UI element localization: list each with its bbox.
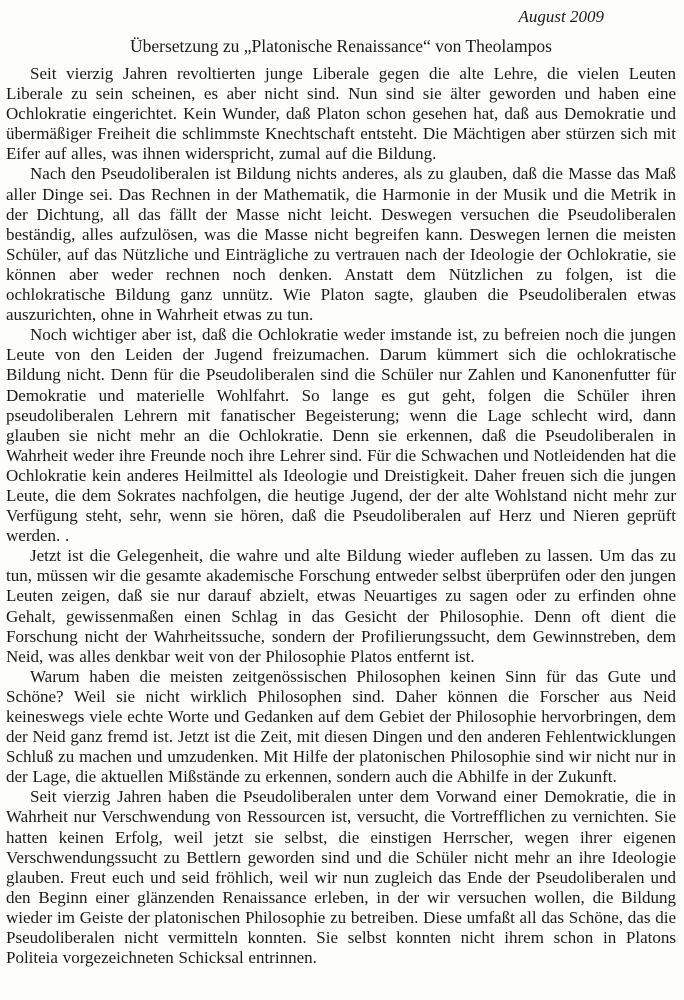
body-paragraph: Warum haben die meisten zeitgenössischen Philosophen keinen Sinn für das Gute und Schöne? Weil sie nicht wirklich Philosophen sind. Daher können die Forscher aus Neid keineswegs viele echte Worte und Gedanken auf dem Gebiet der Philosophie hervorbringen, dem der Neid ganz fremd ist. Jetzt ist die Zeit, mit diesen Dingen und den anderen Fehlentwicklungen Schluß zu machen und umzudenken. Mit Hilfe der platonischen Philosophie sind wir nicht nur in der Lage, die aktuellen Mißstände zu erkennen, sondern auch die Abhilfe in der Zukunft.: [6, 666, 676, 787]
document-date: August 2009: [518, 7, 604, 26]
body-paragraph: Jetzt ist die Gelegenheit, die wahre und alte Bildung wieder aufleben zu lassen. Um das zu tun, müssen wir die gesamte akademische Forschung entweder selbst überprüfen oder den jungen Leuten zeigen, daß sie nur darauf abzielt, etwas Neuartiges zu sagen oder zu erfinden ohne Gehalt, gewissenmaßen einen Schlag in das Gesicht der Philosophie. Denn oft dient die Forschung nicht der Wahrheitssuche, sondern der Profilierungssucht, dem Gewinnstreben, dem Neid, was alles denkbar weit von der Philosophie Platos entfernt ist.: [6, 546, 676, 666]
document-body: [6, 64, 676, 968]
body-paragraph: Noch wichtiger aber ist, daß die Ochlokratie weder imstande ist, zu befreien noch die jungen Leute von den Leiden der Jugend freizumachen. Darum kümmert sich die ochlokratische Bildung nicht. Denn für die Pseudoliberalen sind die Schüler nur Zahlen und Kanonenfutter für Demokratie und materielle Wohlfahrt. So lange es gut geht, folgen die Schüler ihren pseudoliberalen Lehrern mit fanatischer Begeisterung; wenn die Lage schlecht wird, dann glauben sie nicht mehr an die Ochlokratie. Denn sie erkennen, daß die Pseudoliberalen in Wahrheit weder ihre Freunde noch ihre Lehrer sind. Für die Schwachen und Notleidenden hat die Ochlokratie kein anderes Heilmittel als Ideologie und Dreistigkeit. Daher freuen sich die jungen Leute, die dem Sokrates nachfolgen, die heutige Jugend, der der alte Wohlstand nicht mehr zur Verfügung steht, sehr, wenn sie hören, daß die Pseudoliberalen auf Herz und Nieren geprüft werden. .: [6, 325, 676, 546]
body-paragraph: Nach den Pseudoliberalen ist Bildung nichts anderes, als zu glauben, daß die Masse das Maß aller Dinge sei. Das Rechnen in der Mathematik, die Harmonie in der Musik und die Metrik in der Dichtung, all das fällt der Masse nicht leicht. Deswegen versuchen die Pseudoliberalen beständig, alles aufzulösen, was die Masse nicht begreifen kann. Deswegen lernen die meisten Schüler, auf das Nützliche und Einträgliche zu vertrauen nach der Ideologie der Ochlokratie, sie können aber weder rechnen noch denken. Anstatt dem Nützlichen zu folgen, ist die ochlokratische Bildung ganz unnütz. Wie Platon sagte, glauben die Pseudoliberalen etwas auszurichten, ohne in Wahrheit etwas zu tun.: [6, 164, 676, 325]
document-title: Übersetzung zu „Platonische Renaissance“ von Theolampos: [130, 36, 552, 56]
body-paragraph: Seit vierzig Jahren revoltierten junge Liberale gegen die alte Lehre, die vielen Leuten Liberale zu sein scheinen, es aber nicht sind. Nun sind sie älter geworden und haben eine Ochlokratie eingerichtet. Kein Wunder, daß Platon schon gesehen hat, daß aus Demokratie und übermäßiger Freiheit die schlimmste Knechtschaft entsteht. Die Mächtigen aber stürzen sich mit Eifer auf alles, was ihnen widerspricht, zumal auf die Bildung.: [6, 64, 676, 164]
body-paragraph: Seit vierzig Jahren haben die Pseudoliberalen unter dem Vorwand einer Demokratie, die in Wahrheit nur Verschwendung von Ressourcen ist, versucht, die Vortrefflichen zu vernichten. Sie hatten keinen Erfolg, weil jetzt sie selbst, die einstigen Herrscher, wegen ihrer eigenen Verschwendungssucht zu Bettlern geworden sind und die Schüler nicht mehr an ihre Ideologie glauben. Freut euch und seid fröhlich, weil wir nun zugleich das Ende der Pseudoliberalen und den Beginn einer glänzenden Renaissance erleben, in der wir versuchen wollen, die Bildung wieder im Geiste der platonischen Philosophie zu betreiben. Diese umfaßt all das Schöne, das die Pseudoliberalen nicht vermitteln konnten. Sie selbst konnten nicht ihrem schon in Platons Politeia vorgezeichneten Schicksal entrinnen.: [6, 787, 676, 968]
